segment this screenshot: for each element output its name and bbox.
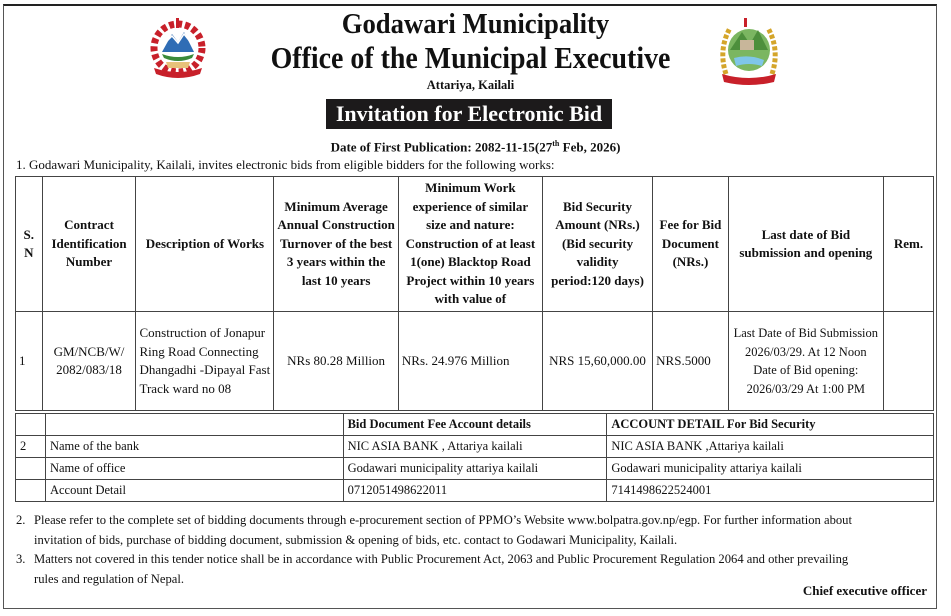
- cell-bid-security: NRS 15,60,000.00: [542, 312, 652, 411]
- note-2: [16, 511, 928, 550]
- cell-sn: 1: [16, 312, 43, 411]
- account-sn: 2: [16, 436, 46, 458]
- location: Attariya, Kailali: [426, 78, 515, 92]
- header-bid-security: Bid Security Amount (NRs.) (Bid security validity period:120 days): [542, 177, 652, 312]
- header-description: Description of Works: [136, 177, 274, 312]
- header-experience: Minimum Work experience of similar size and nature: Construction of at least 1(one) Blacktop Road Project within 10 years with value of: [398, 177, 542, 312]
- cell-contract-id: GM/NCB/W/ 2082/083/18: [42, 312, 136, 411]
- opening-line-2: 2026/03/29 At 1:00 PM: [746, 381, 866, 396]
- note-3-number: 3.: [16, 552, 26, 566]
- table-header-row: [16, 177, 934, 312]
- note-2-line-2: invitation of bids, purchase of bidding document, submission & opening of bids, etc. contact to Godawari Municipality, Kailali.: [34, 532, 678, 547]
- cell-experience: NRs. 24.976 Million: [398, 312, 542, 411]
- header-last-date: Last date of Bid submission and opening: [728, 177, 883, 312]
- header-contract-id: Contract Identification Number: [42, 177, 136, 312]
- cell-doc-fee: NRS.5000: [653, 312, 729, 411]
- account-security-value: 7141498622524001: [607, 480, 934, 502]
- account-security-value: NIC ASIA BANK ,Attariya kailali: [607, 436, 934, 458]
- signature: Chief executive officer: [802, 583, 927, 598]
- cell-turnover: NRs 80.28 Million: [274, 312, 399, 411]
- pub-date-prefix: Date of First Publication: 2082-11-15(27: [330, 139, 553, 155]
- account-fee-value: Godawari municipality attariya kailali: [343, 458, 607, 480]
- account-header-fee: Bid Document Fee Account details: [343, 414, 607, 436]
- header-remarks: Rem.: [883, 177, 933, 312]
- account-header-label: [45, 414, 343, 436]
- cell-description: Construction of Jonapur Ring Road Connecting Dhangadhi -Dipayal Fast Track ward no 08: [136, 312, 274, 411]
- note-3-line-1: Matters not covered in this tender notice shall be in accordance with Public Procurement Act, 2063 and Public Procurement Regulation 2064 and other prevailing: [34, 552, 849, 566]
- cell-remarks: [883, 312, 933, 411]
- account-label: Name of office: [45, 458, 343, 480]
- submission-line-1: Last Date of Bid Submission: [733, 326, 879, 340]
- account-table: [15, 413, 934, 502]
- account-header-sn: [16, 414, 46, 436]
- account-header-security: ACCOUNT DETAIL For Bid Security: [607, 414, 934, 436]
- table-row: [16, 312, 934, 411]
- publication-date: [0, 139, 951, 155]
- account-security-value: Godawari municipality attariya kailali: [607, 458, 934, 480]
- table-row: [16, 436, 934, 458]
- account-sn-empty: [16, 480, 46, 502]
- account-label: Name of the bank: [45, 436, 343, 458]
- table-row: [16, 458, 934, 480]
- bid-table: [15, 176, 934, 411]
- note-3: [16, 550, 928, 589]
- intro-paragraph: 1. Godawari Municipality, Kailali, invites electronic bids from eligible bidders for the following works:: [16, 157, 555, 172]
- account-fee-value: NIC ASIA BANK , Attariya kailali: [343, 436, 607, 458]
- office-name: Office of the Municipal Executive: [270, 40, 671, 75]
- note-2-number: 2.: [16, 513, 26, 527]
- header-turnover: Minimum Average Annual Construction Turnover of the best 3 years within the last 10 years: [274, 177, 399, 312]
- note-3-line-2: rules and regulation of Nepal.: [34, 571, 185, 586]
- account-sn-empty: [16, 458, 46, 480]
- notice-banner: Invitation for Electronic Bid: [326, 99, 612, 129]
- pub-date-sup: th: [552, 139, 560, 148]
- org-name: Godawari Municipality: [341, 8, 610, 40]
- submission-line-2: 2026/03/29. At 12 Noon: [745, 344, 867, 359]
- opening-line-1: Date of Bid opening:: [753, 363, 859, 377]
- cell-last-date: [728, 312, 883, 411]
- header-sn: S. N: [16, 177, 43, 312]
- note-2-line-1: Please refer to the complete set of bidding documents through e-procurement section of PPMO’s Website www.bolpatra.gov.np/egp. For further information about: [34, 513, 852, 527]
- account-label: Account Detail: [45, 480, 343, 502]
- account-header-row: [16, 414, 934, 436]
- header-doc-fee: Fee for Bid Document (NRs.): [653, 177, 729, 312]
- table-row: [16, 480, 934, 502]
- account-fee-value: 0712051498622011: [343, 480, 607, 502]
- pub-date-suffix: Feb, 2026): [559, 139, 621, 155]
